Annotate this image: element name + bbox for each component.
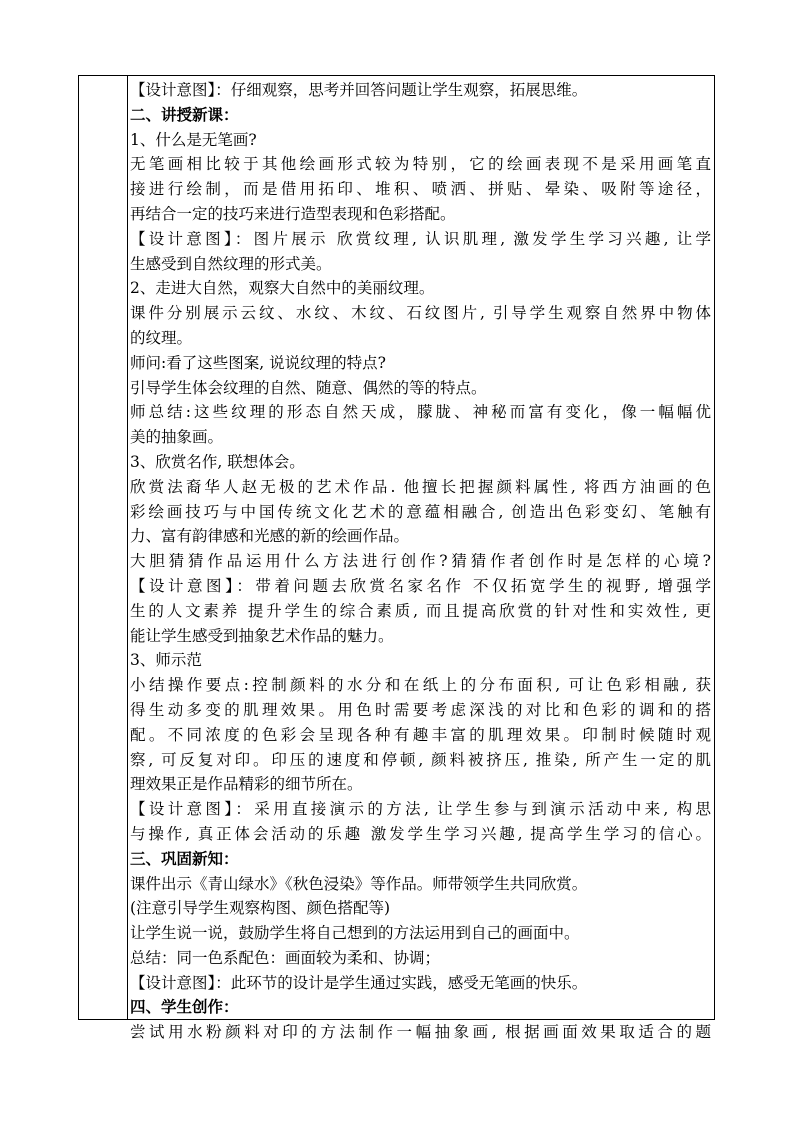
text-line: 【设计意图】：仔细观察，思考并回答问题让学生观察，拓展思维。 bbox=[130, 81, 588, 99]
text-line: 课件分别展示云纹、水纹、木纹、石纹图片, 引导学生观察自然界中物体 bbox=[130, 304, 711, 323]
text-line: 理效果正是作品精彩的细节所在。 bbox=[130, 775, 363, 794]
text-line: 师问:看了这些图案, 说说纹理的特点? bbox=[130, 353, 386, 372]
text-line: 力、富有韵律感和光感的新的绘画作品。 bbox=[130, 527, 410, 546]
text-line: (注意引导学生观察构图、颜色搭配等) bbox=[130, 899, 391, 918]
text-line: 配。不同浓度的色彩会呈现各种有趣丰富的肌理效果。印制时候随时观 bbox=[130, 725, 711, 744]
text-line: 再结合一定的技巧来进行造型表现和色彩搭配。 bbox=[130, 204, 456, 223]
section-heading: 四、学生创作： bbox=[130, 997, 239, 1017]
text-line: 【设计意图】：图片展示 欣赏纹理, 认识肌理, 激发学生学习兴趣, 让学 bbox=[130, 229, 711, 248]
text-line: 欣赏法裔华人赵无极的艺术作品. 他擅长把握颜料属性, 将西方油画的色 bbox=[130, 477, 711, 496]
text-line: 【设计意图】：采用直接演示的方法, 让学生参与到演示活动中来, 构思 bbox=[130, 800, 711, 819]
text-line: 的纹理。 bbox=[130, 328, 193, 347]
text-line: 接进行绘制，而是借用拓印、堆积、喷洒、拼贴、晕染、吸附等途径， bbox=[130, 180, 711, 199]
table-content-column bbox=[128, 78, 714, 1042]
text-line: 1、什么是无笔画? bbox=[130, 130, 257, 149]
text-line: 课件出示《青山绿水》《秋色浸染》等作品。师带领学生共同欣赏。 bbox=[130, 874, 588, 893]
table-left-column bbox=[79, 76, 128, 1019]
text-line: 尝试用水粉颜料对印的方法制作一幅抽象画, 根据画面效果取适合的题 bbox=[130, 1023, 711, 1042]
text-line: 【设计意图】：此环节的设计是学生通过实践，感受无笔画的快乐。 bbox=[130, 973, 588, 992]
text-line: 无笔画相比较于其他绘画形式较为特别，它的绘画表现不是采用画笔直 bbox=[130, 155, 711, 174]
text-line: 让学生说一说，鼓励学生将自己想到的方法运用到自己的画面中。 bbox=[130, 924, 580, 943]
text-line: 察, 可反复对印。印压的速度和停顿, 颜料被挤压, 推染, 所产生一定的肌 bbox=[130, 750, 711, 769]
text-line: 得生动多变的肌理效果。用色时需要考虑深浅的对比和色彩的调和的搭 bbox=[130, 700, 711, 719]
text-line: 生感受到自然纹理的形式美。 bbox=[130, 254, 332, 273]
section-heading: 三、巩固新知： bbox=[130, 848, 239, 868]
text-line: 总结：同一色系配色：画面较为柔和、协调； bbox=[130, 948, 441, 967]
text-line: 彩绘画技巧与中国传统文化艺术的意蕴相融合, 创造出色彩变幻、笔触有 bbox=[130, 502, 711, 521]
text-line: 2、走进大自然，观察大自然中的美丽纹理。 bbox=[130, 279, 435, 298]
text-line: 美的抽象画。 bbox=[130, 428, 224, 447]
text-line: 3、欣赏名作, 联想体会。 bbox=[130, 452, 305, 471]
text-line: 小结操作要点:控制颜料的水分和在纸上的分布面积, 可让色彩相融, 获 bbox=[130, 676, 711, 695]
text-line: 大胆猜猜作品运用什么方法进行创作?猜猜作者创作时是怎样的心境? bbox=[130, 552, 711, 571]
section-heading: 二、讲授新课： bbox=[130, 104, 239, 124]
lesson-plan-table bbox=[78, 75, 715, 1042]
text-line: 师总结:这些纹理的形态自然天成，朦胧、神秘而富有变化，像一幅幅优 bbox=[130, 403, 711, 422]
text-line: 引导学生体会纹理的自然、随意、偶然的等的特点。 bbox=[130, 378, 487, 397]
text-line: 能让学生感受到抽象艺术作品的魅力。 bbox=[130, 626, 394, 645]
text-line: 生的人文素养 提升学生的综合素质, 而且提高欣赏的针对性和实效性, 更 bbox=[130, 601, 711, 620]
text-line: 与操作, 真正体会活动的乐趣 激发学生学习兴趣, 提高学生学习的信心。 bbox=[130, 824, 711, 843]
text-line: 【设计意图】：带着问题去欣赏名家名作 不仅拓宽学生的视野, 增强学 bbox=[130, 576, 711, 595]
text-line: 3、师示范 bbox=[130, 651, 202, 670]
